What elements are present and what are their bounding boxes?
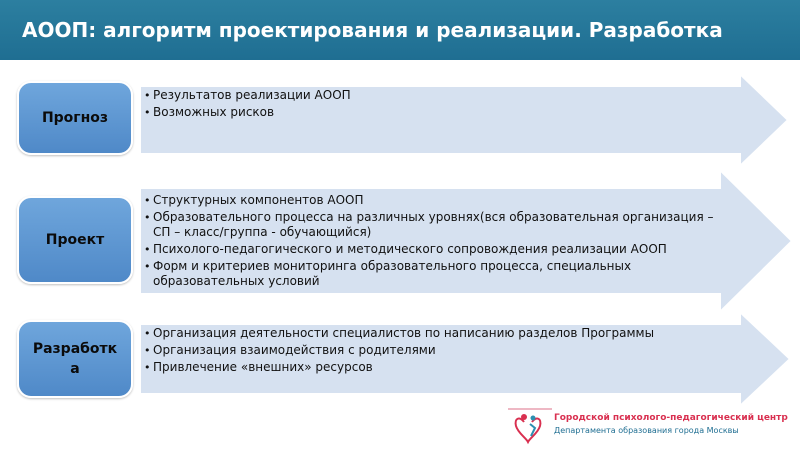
bullet-icon: • <box>144 344 151 357</box>
list-item: • Форм и критериев мониторинга образовательного процесса, специальных образовательных условий <box>144 259 632 288</box>
bullet-icon: • <box>144 106 151 119</box>
stage-row-project <box>0 170 800 312</box>
stage-row-forecast <box>0 74 800 166</box>
list-item: • Возможных рисков <box>144 105 275 119</box>
logo-line1: Городской психолого-педагогический центр <box>554 413 788 423</box>
stage-box-forecast <box>17 81 133 155</box>
organization-logo <box>508 402 800 449</box>
stage-box-project <box>17 196 133 284</box>
list-item: • Структурных компонентов АООП <box>144 193 364 207</box>
list-item: • Образовательного процесса на различных уровнях(вся образовательная организация – СП – класс/группа - обучающийся) <box>144 210 714 239</box>
bullet-icon: • <box>144 243 151 256</box>
stage-label: Разработка <box>32 341 118 377</box>
stage-box-development <box>17 320 133 398</box>
stage-items <box>144 326 754 377</box>
heart-figures-logo-icon <box>508 406 552 446</box>
list-item: • Психолого-педагогического и методического сопровождения реализации АООП <box>144 242 667 256</box>
stage-label: Проект <box>45 232 105 248</box>
bullet-icon: • <box>144 260 151 273</box>
stage-row-development <box>0 312 800 406</box>
list-item: • Результатов реализации АООП <box>144 88 351 102</box>
bullet-icon: • <box>144 211 151 224</box>
stage-items <box>144 193 724 291</box>
list-item: • Организация взаимодействия с родителями <box>144 343 436 357</box>
list-item: • Привлечение «внешних» ресурсов <box>144 360 373 374</box>
stage-label: Прогноз <box>41 110 109 126</box>
logo-line2: Департамента образования города Москвы <box>554 426 739 435</box>
bullet-icon: • <box>144 89 151 102</box>
slide-title: АООП: алгоритм проектирования и реализации. Разработка <box>22 18 723 42</box>
list-item: • Организация деятельности специалистов по написанию разделов Программы <box>144 326 655 340</box>
slide-header <box>0 0 800 60</box>
bullet-icon: • <box>144 194 151 207</box>
bullet-icon: • <box>144 361 151 374</box>
stage-items <box>144 88 734 122</box>
bullet-icon: • <box>144 327 151 340</box>
